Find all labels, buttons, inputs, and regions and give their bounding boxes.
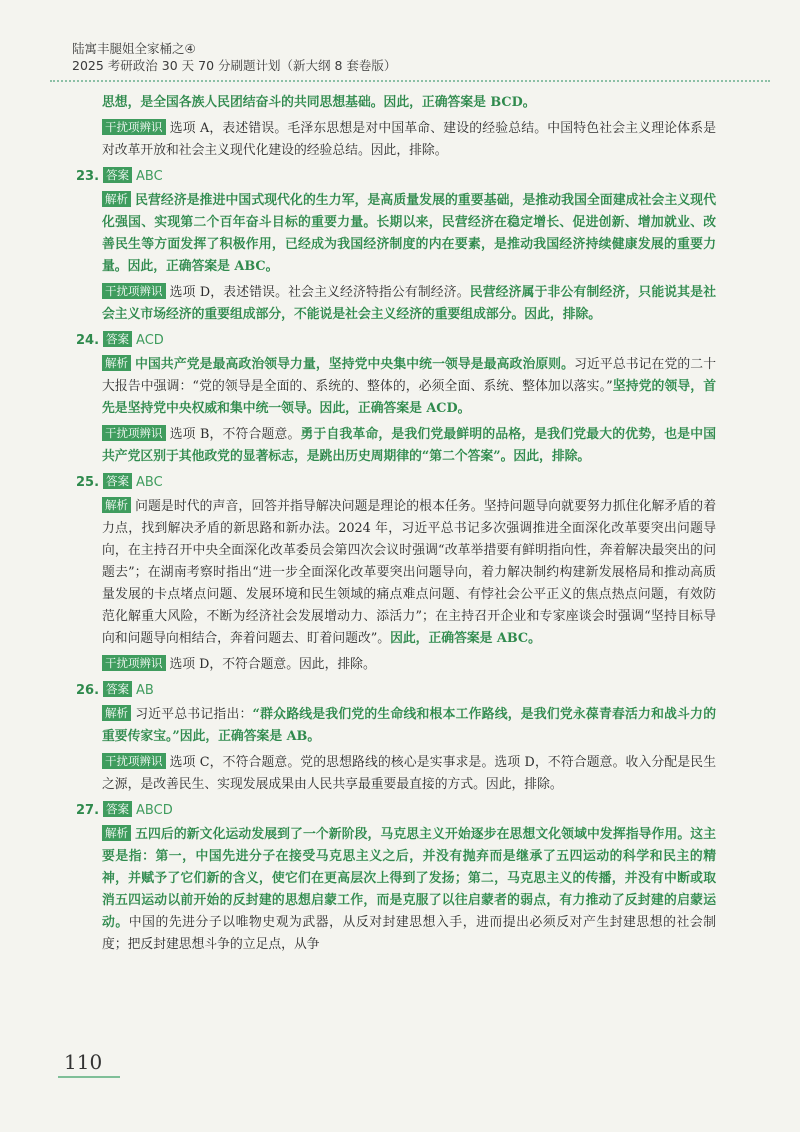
analysis-tag: 解析 [102, 705, 131, 721]
analysis-text-highlight: 中国共产党是最高政治领导力量，坚持党中央集中统一领导是最高政治原则。 [135, 357, 575, 372]
analysis-tag: 解析 [102, 825, 131, 841]
analysis-tag: 解析 [102, 355, 131, 371]
answer-value: AB [136, 683, 154, 698]
analysis-tag: 解析 [102, 497, 131, 513]
question-27-analysis [102, 824, 716, 956]
distractor-tag: 干扰项辨识 [102, 283, 166, 299]
question-number: 26. [76, 683, 100, 698]
intro-continuation [102, 92, 716, 114]
answer-tag: 答案 [103, 801, 132, 817]
analysis-tag: 解析 [102, 191, 131, 207]
header-divider [50, 80, 770, 82]
question-25-header [76, 472, 716, 494]
answer-value: ABCD [136, 803, 173, 818]
distractor-text-highlight: 民营经济属于非公有制经济，只能说其是社会主义市场经济的重要组成部分，不能说是社会主义经济的重要组成部分。因此，排除。 [102, 285, 717, 322]
intro-text: 思想，是全国各族人民团结奋斗的共同思想基础。因此，正确答案是 BCD。 [102, 95, 536, 110]
distractor-text: 选项 B，不符合题意。 [169, 427, 301, 442]
analysis-text-highlight: 五四后的新文化运动发展到了一个新阶段，马克思主义开始逐步在思想文化领域中发挥指导作用。这主要是指：第一，中国先进分子在接受马克思主义之后，并没有抛弃而是继承了五四运动的科学和民主的精神，并赋予了它们新的含义，使它们在更高层次上得到了发扬；第二，马克思主义的传播，并没有中断或取消五四运动以前开始的反封建的思想启蒙工作，而是克服了以往启蒙者的弱点，有力推动了反封建的启蒙运动。 [102, 827, 716, 930]
question-number: 24. [76, 333, 100, 348]
question-25-distractor [102, 654, 716, 676]
answer-value: ACD [136, 333, 164, 348]
analysis-text: 中国的先进分子以唯物史观为武器，从反对封建思想入手，进而提出必须反对产生封建思想的社会制度；把反封建思想斗争的立足点，从争 [102, 915, 717, 952]
intro-distractor [102, 118, 716, 162]
analysis-text-highlight: “群众路线是我们党的生命线和根本工作路线，是我们党永葆青春活力和战斗力的重要传家宝。”因此，正确答案是 AB。 [102, 707, 716, 744]
page-number-underline [58, 1076, 120, 1078]
running-header [72, 40, 772, 74]
header-series-title: 陆寓丰腿姐全家桶之④ [72, 41, 196, 56]
question-number: 25. [76, 475, 100, 490]
question-25-analysis [102, 496, 716, 650]
question-27-header [76, 800, 716, 822]
question-24-header [76, 330, 716, 352]
analysis-text-highlight: 因此，正确答案是 ABC。 [390, 631, 541, 646]
answer-value: ABC [136, 169, 163, 184]
distractor-tag: 干扰项辨识 [102, 753, 166, 769]
analysis-text-highlight: 坚持党的领导，首先是坚持党中央权威和集中统一领导。因此，正确答案是 ACD。 [102, 379, 717, 416]
analysis-text: 问题是时代的声音，回答并指导解决问题是理论的根本任务。坚持问题导向就要努力抓住化解矛盾的着力点，找到解决矛盾的新思路和新办法。2024 年，习近平总书记多次强调推进全面深化改革要突出问题导向，在主持召开中央全面深化改革委员会第四次会议时强调“改革举措要有鲜明指向性，奔着解决最突出的问题去”；在湖南考察时指出“进一步全面深化改革要突出问题导向，着力解决制约构建新发展格局和推动高质量发展的卡点堵点问题、发展环境和民生领域的痛点难点问题、有悖社会公平正义的焦点热点问题，有效防范化解重大风险，不断为经济社会发展增动力、添活力”；在主持召开企业和专家座谈会时强调“坚持目标导向和问题导向相结合，奔着问题去、盯着问题改”。 [102, 499, 716, 646]
question-24-analysis [102, 354, 716, 420]
distractor-tag: 干扰项辨识 [102, 655, 166, 671]
question-number: 23. [76, 169, 100, 184]
question-26-distractor [102, 752, 716, 796]
question-24-distractor [102, 424, 716, 468]
distractor-tag: 干扰项辨识 [102, 119, 166, 135]
distractor-text: 选项 C，不符合题意。党的思想路线的核心是实事求是。选项 D，不符合题意。收入分配是民生之源，是改善民生、实现发展成果由人民共享最重要最直接的方式。因此，排除。 [102, 755, 716, 792]
page-body [76, 92, 716, 960]
answer-tag: 答案 [103, 331, 132, 347]
answer-tag: 答案 [103, 681, 132, 697]
question-26-header [76, 680, 716, 702]
question-26-analysis [102, 704, 716, 748]
distractor-text: 选项 D，表述错误。社会主义经济特指公有制经济。 [169, 285, 470, 300]
distractor-text: 选项 D，不符合题意。因此，排除。 [169, 657, 376, 672]
question-number: 27. [76, 803, 100, 818]
question-23-distractor [102, 282, 716, 326]
page-number: 110 [64, 1050, 103, 1074]
distractor-text-highlight: 勇于自我革命，是我们党最鲜明的品格，是我们党最大的优势，也是中国共产党区别于其他政党的显著标志，是跳出历史周期律的“第二个答案”。因此，排除。 [102, 427, 716, 464]
analysis-text: 习近平总书记在党的二十大报告中强调：“党的领导是全面的、系统的、整体的，必须全面、系统、整体加以落实。” [102, 357, 717, 394]
question-23-analysis [102, 190, 716, 278]
analysis-text: 民营经济是推进中国式现代化的生力军，是高质量发展的重要基础，是推动我国全面建成社会主义现代化强国、实现第二个百年奋斗目标的重要力量。长期以来，民营经济在稳定增长、促进创新、增加就业、改善民生等方面发挥了积极作用，已经成为我国经济制度的内在要素，是推动我国经济持续健康发展的重要力量。因此，正确答案是 ABC。 [102, 193, 716, 274]
answer-tag: 答案 [103, 167, 132, 183]
analysis-text: 习近平总书记指出： [135, 707, 253, 722]
distractor-tag: 干扰项辨识 [102, 425, 166, 441]
header-book-title: 2025 考研政治 30 天 70 分刷题计划（新大纲 8 套卷版） [72, 58, 397, 73]
answer-tag: 答案 [103, 473, 132, 489]
question-23-header [76, 166, 716, 188]
distractor-text: 选项 A，表述错误。毛泽东思想是对中国革命、建设的经验总结。中国特色社会主义理论体系是对改革开放和社会主义现代化建设的经验总结。因此，排除。 [102, 121, 716, 158]
answer-value: ABC [136, 475, 163, 490]
